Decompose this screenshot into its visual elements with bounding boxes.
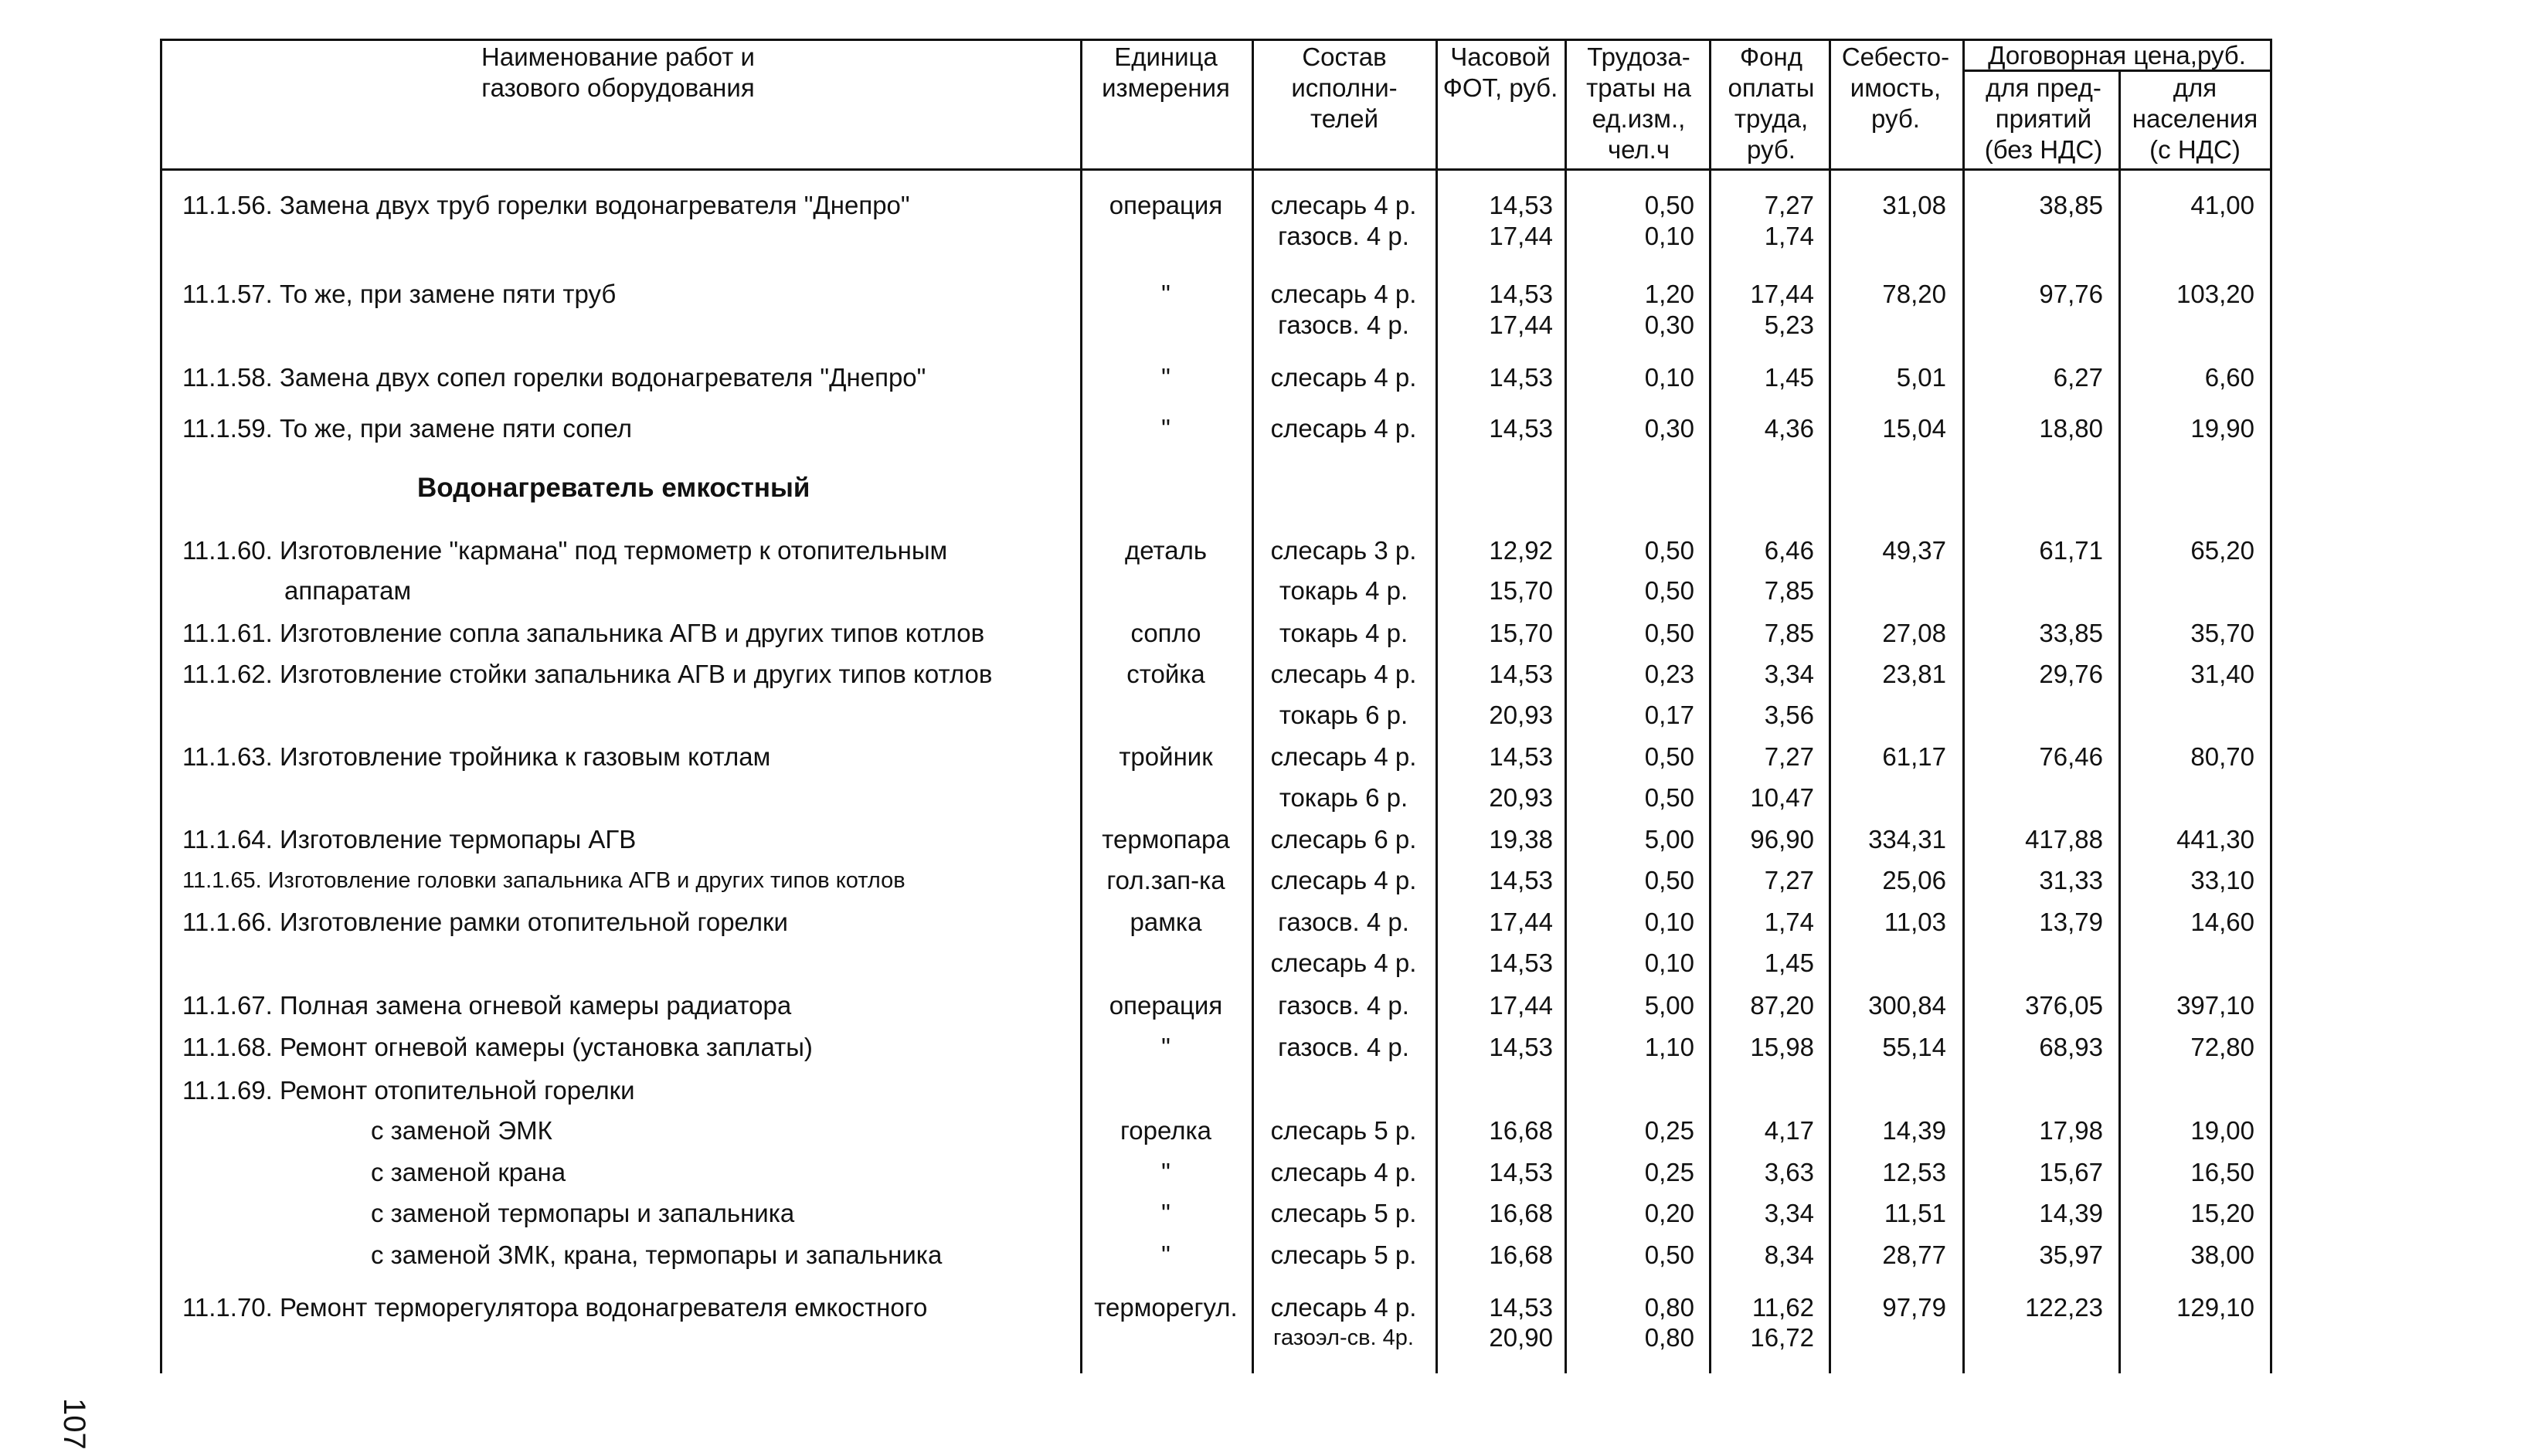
header-labor: Трудоза- траты на ед.изм., чел.ч [1586, 42, 1691, 164]
cell-price-ent: 97,76 [2039, 280, 2103, 308]
cell-price-pop: 41,00 [2190, 191, 2254, 219]
cell-price-ent: 17,98 [2039, 1116, 2103, 1145]
cell-wage: 20,90 [1489, 1323, 1553, 1352]
work-name: с заменой термопары и запальника [371, 1199, 795, 1227]
cell-labor: 0,25 [1644, 1158, 1694, 1186]
cell-labor: 0,10 [1644, 363, 1694, 392]
cell-wage: 16,68 [1489, 1240, 1553, 1269]
header-price-group: Договорная цена,руб. [1988, 41, 2246, 70]
cell-labor: 0,50 [1644, 619, 1694, 647]
cell-price-pop: 33,10 [2190, 866, 2254, 894]
cell-unit: " [1161, 1158, 1170, 1186]
cell-wage: 15,70 [1489, 576, 1553, 605]
cell-price-pop: 35,70 [2190, 619, 2254, 647]
cell-price-ent: 61,71 [2039, 536, 2103, 565]
cell-fund: 5,23 [1764, 311, 1814, 339]
cell-cost: 28,77 [1882, 1240, 1946, 1269]
cell-crew: слесарь 4 р. [1270, 191, 1417, 219]
cell-price-pop: 80,70 [2190, 742, 2254, 771]
cell-labor: 0,10 [1644, 949, 1694, 977]
header-crew: Состав исполни- телей [1291, 42, 1398, 133]
cell-labor: 0,30 [1644, 414, 1694, 443]
cell-wage: 14,53 [1489, 1158, 1553, 1186]
cell-labor: 0,50 [1644, 536, 1694, 565]
cell-fund: 16,72 [1750, 1323, 1814, 1352]
cell-fund: 6,46 [1764, 536, 1814, 565]
cell-wage: 12,92 [1489, 536, 1553, 565]
cell-price-ent: 14,39 [2039, 1199, 2103, 1227]
cell-fund: 4,36 [1764, 414, 1814, 443]
cell-crew: слесарь 4 р. [1270, 1293, 1417, 1322]
col-border-labor-fund [1709, 39, 1711, 1373]
work-name: 11.1.56. Замена двух труб горелки водонагревателя "Днепро" [182, 191, 910, 219]
col-border-unit-crew [1252, 39, 1254, 1373]
cell-price-ent: 18,80 [2039, 414, 2103, 443]
work-name: 11.1.65. Изготовление головки запальника АГВ и других типов котлов [182, 868, 905, 893]
cell-price-ent: 38,85 [2039, 191, 2103, 219]
cell-price-pop: 441,30 [2176, 825, 2254, 854]
col-border-right [2270, 39, 2272, 1373]
cell-wage: 20,93 [1489, 701, 1553, 729]
cell-crew: слесарь 6 р. [1270, 825, 1417, 854]
cell-cost: 78,20 [1882, 280, 1946, 308]
cell-wage: 14,53 [1489, 660, 1553, 688]
cell-cost: 15,04 [1882, 414, 1946, 443]
work-name: 11.1.68. Ремонт огневой камеры (установка заплаты) [182, 1033, 813, 1061]
cell-price-pop: 65,20 [2190, 536, 2254, 565]
cell-wage: 14,53 [1489, 1293, 1553, 1322]
work-name: с заменой ЗМК, крана, термопары и запальника [371, 1240, 943, 1269]
cell-price-pop: 16,50 [2190, 1158, 2254, 1186]
cell-unit: терморегул. [1094, 1293, 1238, 1322]
cell-fund: 7,85 [1764, 576, 1814, 605]
work-name: 11.1.66. Изготовление рамки отопительной горелки [182, 908, 788, 936]
header-bottom-border [160, 168, 2272, 171]
cell-wage: 16,68 [1489, 1199, 1553, 1227]
cell-fund: 1,74 [1764, 908, 1814, 936]
cell-cost: 27,08 [1882, 619, 1946, 647]
cell-price-pop: 15,20 [2190, 1199, 2254, 1227]
cell-unit: сопло [1130, 619, 1201, 647]
cell-crew: слесарь 4 р. [1270, 742, 1417, 771]
cell-crew: слесарь 5 р. [1270, 1199, 1417, 1227]
cell-crew: слесарь 4 р. [1270, 363, 1417, 392]
cell-wage: 14,53 [1489, 1033, 1553, 1061]
cell-labor: 0,30 [1644, 311, 1694, 339]
col-border-crew-wage [1435, 39, 1438, 1373]
cell-price-pop: 14,60 [2190, 908, 2254, 936]
cell-crew: слесарь 4 р. [1270, 866, 1417, 894]
cell-fund: 7,27 [1764, 742, 1814, 771]
cell-crew: слесарь 4 р. [1270, 414, 1417, 443]
cell-cost: 334,31 [1868, 825, 1946, 854]
cell-price-ent: 68,93 [2039, 1033, 2103, 1061]
cell-labor: 0,20 [1644, 1199, 1694, 1227]
cell-price-ent: 31,33 [2039, 866, 2103, 894]
cell-cost: 61,17 [1882, 742, 1946, 771]
cell-wage: 17,44 [1489, 222, 1553, 250]
col-border-price-ent-pop [2118, 70, 2121, 1373]
col-border-wage-labor [1565, 39, 1567, 1373]
work-name: 11.1.69. Ремонт отопительной горелки [182, 1076, 635, 1105]
cell-cost: 31,08 [1882, 191, 1946, 219]
cell-wage: 14,53 [1489, 866, 1553, 894]
work-name: 11.1.57. То же, при замене пяти труб [182, 280, 617, 308]
header-price-population: для населения (с НДС) [2132, 73, 2258, 164]
col-border-fund-cost [1829, 39, 1831, 1373]
cell-fund: 3,34 [1764, 660, 1814, 688]
page-number: 107 [57, 1398, 91, 1450]
cell-unit: деталь [1124, 536, 1208, 565]
cell-wage: 14,53 [1489, 191, 1553, 219]
cell-wage: 17,44 [1489, 908, 1553, 936]
cell-labor: 0,50 [1644, 191, 1694, 219]
cell-fund: 7,85 [1764, 619, 1814, 647]
work-name: аппаратам [284, 576, 412, 605]
cell-crew: газосв. 4 р. [1278, 1033, 1409, 1061]
cell-crew: токарь 6 р. [1279, 701, 1408, 729]
cell-cost: 97,79 [1882, 1293, 1946, 1322]
cell-labor: 0,80 [1644, 1293, 1694, 1322]
cell-cost: 25,06 [1882, 866, 1946, 894]
cell-labor: 0,17 [1644, 701, 1694, 729]
header-unit: Единица измерения [1102, 42, 1230, 102]
work-name: 11.1.63. Изготовление тройника к газовым котлам [182, 742, 771, 771]
cell-cost: 300,84 [1868, 991, 1946, 1020]
col-border-cost-price [1962, 39, 1965, 1373]
work-name: с заменой ЭМК [371, 1116, 552, 1145]
work-name: 11.1.59. То же, при замене пяти сопел [182, 414, 633, 443]
cell-labor: 5,00 [1644, 825, 1694, 854]
cell-fund: 4,17 [1764, 1116, 1814, 1145]
cell-wage: 15,70 [1489, 619, 1553, 647]
cell-fund: 96,90 [1750, 825, 1814, 854]
cell-labor: 0,23 [1644, 660, 1694, 688]
cell-wage: 17,44 [1489, 311, 1553, 339]
cell-wage: 14,53 [1489, 280, 1553, 308]
work-name: 11.1.61. Изготовление сопла запальника АГВ и других типов котлов [182, 619, 985, 647]
cell-wage: 16,68 [1489, 1116, 1553, 1145]
header-price-enterprises: для пред- приятий (без НДС) [1984, 73, 2103, 164]
section-title: Водонагреватель емкостный [417, 473, 810, 503]
cell-fund: 1,45 [1764, 949, 1814, 977]
cell-unit: операция [1109, 991, 1223, 1020]
cell-price-pop: 103,20 [2176, 280, 2254, 308]
col-border-left [160, 39, 162, 1373]
cell-price-ent: 29,76 [2039, 660, 2103, 688]
cell-unit: гол.зап-ка [1106, 866, 1225, 894]
cell-price-pop: 19,90 [2190, 414, 2254, 443]
cell-price-ent: 13,79 [2039, 908, 2103, 936]
cell-crew: газоэл-св. 4р. [1273, 1325, 1414, 1350]
cell-price-ent: 33,85 [2039, 619, 2103, 647]
header-cost: Себесто- имость, руб. [1841, 42, 1950, 133]
work-name: 11.1.60. Изготовление "кармана" под термометр к отопительным [182, 536, 948, 565]
work-name: 11.1.64. Изготовление термопары АГВ [182, 825, 637, 854]
work-name: 11.1.62. Изготовление стойки запальника АГВ и других типов котлов [182, 660, 993, 688]
cell-labor: 0,50 [1644, 1240, 1694, 1269]
cell-cost: 49,37 [1882, 536, 1946, 565]
cell-unit: термопара [1102, 825, 1230, 854]
cell-price-ent: 6,27 [2053, 363, 2103, 392]
work-name: 11.1.70. Ремонт терморегулятора водонагревателя емкостного [182, 1293, 928, 1322]
cell-unit: " [1161, 1199, 1170, 1227]
cell-crew: слесарь 4 р. [1270, 660, 1417, 688]
cell-fund: 10,47 [1750, 783, 1814, 812]
cell-crew: слесарь 4 р. [1270, 949, 1417, 977]
cell-price-ent: 15,67 [2039, 1158, 2103, 1186]
header-fund: Фонд оплаты труда, руб. [1728, 42, 1815, 164]
header-name: Наименование работ и газового оборудования [481, 42, 755, 102]
cell-crew: газосв. 4 р. [1278, 908, 1409, 936]
cell-unit: операция [1109, 191, 1223, 219]
cell-price-pop: 129,10 [2176, 1293, 2254, 1322]
cell-price-pop: 38,00 [2190, 1240, 2254, 1269]
cell-fund: 1,74 [1764, 222, 1814, 250]
cell-labor: 0,10 [1644, 908, 1694, 936]
cell-wage: 14,53 [1489, 949, 1553, 977]
cell-unit: " [1161, 1033, 1170, 1061]
cell-crew: слесарь 3 р. [1270, 536, 1417, 565]
cell-labor: 0,50 [1644, 866, 1694, 894]
cell-wage: 14,53 [1489, 363, 1553, 392]
cell-price-pop: 31,40 [2190, 660, 2254, 688]
work-name: 11.1.67. Полная замена огневой камеры радиатора [182, 991, 792, 1020]
cell-crew: токарь 4 р. [1279, 576, 1408, 605]
cell-price-ent: 417,88 [2025, 825, 2103, 854]
cell-wage: 14,53 [1489, 414, 1553, 443]
cell-crew: газосв. 4 р. [1278, 311, 1409, 339]
cell-wage: 20,93 [1489, 783, 1553, 812]
cell-cost: 5,01 [1896, 363, 1946, 392]
cell-labor: 0,25 [1644, 1116, 1694, 1145]
cell-labor: 1,20 [1644, 280, 1694, 308]
cell-unit: " [1161, 363, 1170, 392]
cell-price-pop: 6,60 [2204, 363, 2254, 392]
cell-labor: 0,50 [1644, 576, 1694, 605]
cell-wage: 19,38 [1489, 825, 1553, 854]
cell-price-ent: 76,46 [2039, 742, 2103, 771]
cell-labor: 0,80 [1644, 1323, 1694, 1352]
cell-crew: слесарь 4 р. [1270, 280, 1417, 308]
cell-fund: 15,98 [1750, 1033, 1814, 1061]
work-name: 11.1.58. Замена двух сопел горелки водонагревателя "Днепро" [182, 363, 926, 392]
cell-cost: 12,53 [1882, 1158, 1946, 1186]
cell-price-pop: 397,10 [2176, 991, 2254, 1020]
cell-unit: " [1161, 1240, 1170, 1269]
cell-wage: 14,53 [1489, 742, 1553, 771]
cell-crew: газосв. 4 р. [1278, 222, 1409, 250]
cell-labor: 0,50 [1644, 783, 1694, 812]
cell-labor: 1,10 [1644, 1033, 1694, 1061]
cell-crew: слесарь 5 р. [1270, 1240, 1417, 1269]
cell-fund: 7,27 [1764, 866, 1814, 894]
cell-fund: 17,44 [1750, 280, 1814, 308]
work-name: с заменой крана [371, 1158, 566, 1186]
cell-cost: 55,14 [1882, 1033, 1946, 1061]
cell-fund: 87,20 [1750, 991, 1814, 1020]
cell-crew: газосв. 4 р. [1278, 991, 1409, 1020]
cell-fund: 3,56 [1764, 701, 1814, 729]
cell-unit: стойка [1126, 660, 1205, 688]
cell-cost: 11,51 [1884, 1199, 1946, 1227]
cell-wage: 17,44 [1489, 991, 1553, 1020]
cell-unit: горелка [1120, 1116, 1212, 1145]
cell-crew: слесарь 5 р. [1270, 1116, 1417, 1145]
col-border-name-unit [1080, 39, 1082, 1373]
cell-fund: 3,34 [1764, 1199, 1814, 1227]
header-wage: Часовой ФОТ, руб. [1442, 42, 1558, 102]
cell-fund: 11,62 [1751, 1293, 1814, 1322]
cell-fund: 1,45 [1764, 363, 1814, 392]
cell-unit: " [1161, 414, 1170, 443]
table-top-border [160, 39, 2272, 41]
cell-price-ent: 35,97 [2039, 1240, 2103, 1269]
cell-fund: 3,63 [1764, 1158, 1814, 1186]
cell-labor: 0,10 [1644, 222, 1694, 250]
cell-cost: 14,39 [1882, 1116, 1946, 1145]
cell-price-ent: 376,05 [2025, 991, 2103, 1020]
cell-unit: " [1161, 280, 1170, 308]
cell-labor: 0,50 [1644, 742, 1694, 771]
cell-fund: 8,34 [1764, 1240, 1814, 1269]
cell-unit: рамка [1130, 908, 1202, 936]
cell-cost: 23,81 [1882, 660, 1946, 688]
cell-crew: слесарь 4 р. [1270, 1158, 1417, 1186]
cell-price-pop: 72,80 [2190, 1033, 2254, 1061]
cell-labor: 5,00 [1644, 991, 1694, 1020]
cell-unit: тройник [1119, 742, 1213, 771]
cell-crew: токарь 6 р. [1279, 783, 1408, 812]
cell-price-pop: 19,00 [2190, 1116, 2254, 1145]
cell-fund: 7,27 [1764, 191, 1814, 219]
cell-price-ent: 122,23 [2025, 1293, 2103, 1322]
cell-cost: 11,03 [1884, 908, 1946, 936]
cell-crew: токарь 4 р. [1279, 619, 1408, 647]
